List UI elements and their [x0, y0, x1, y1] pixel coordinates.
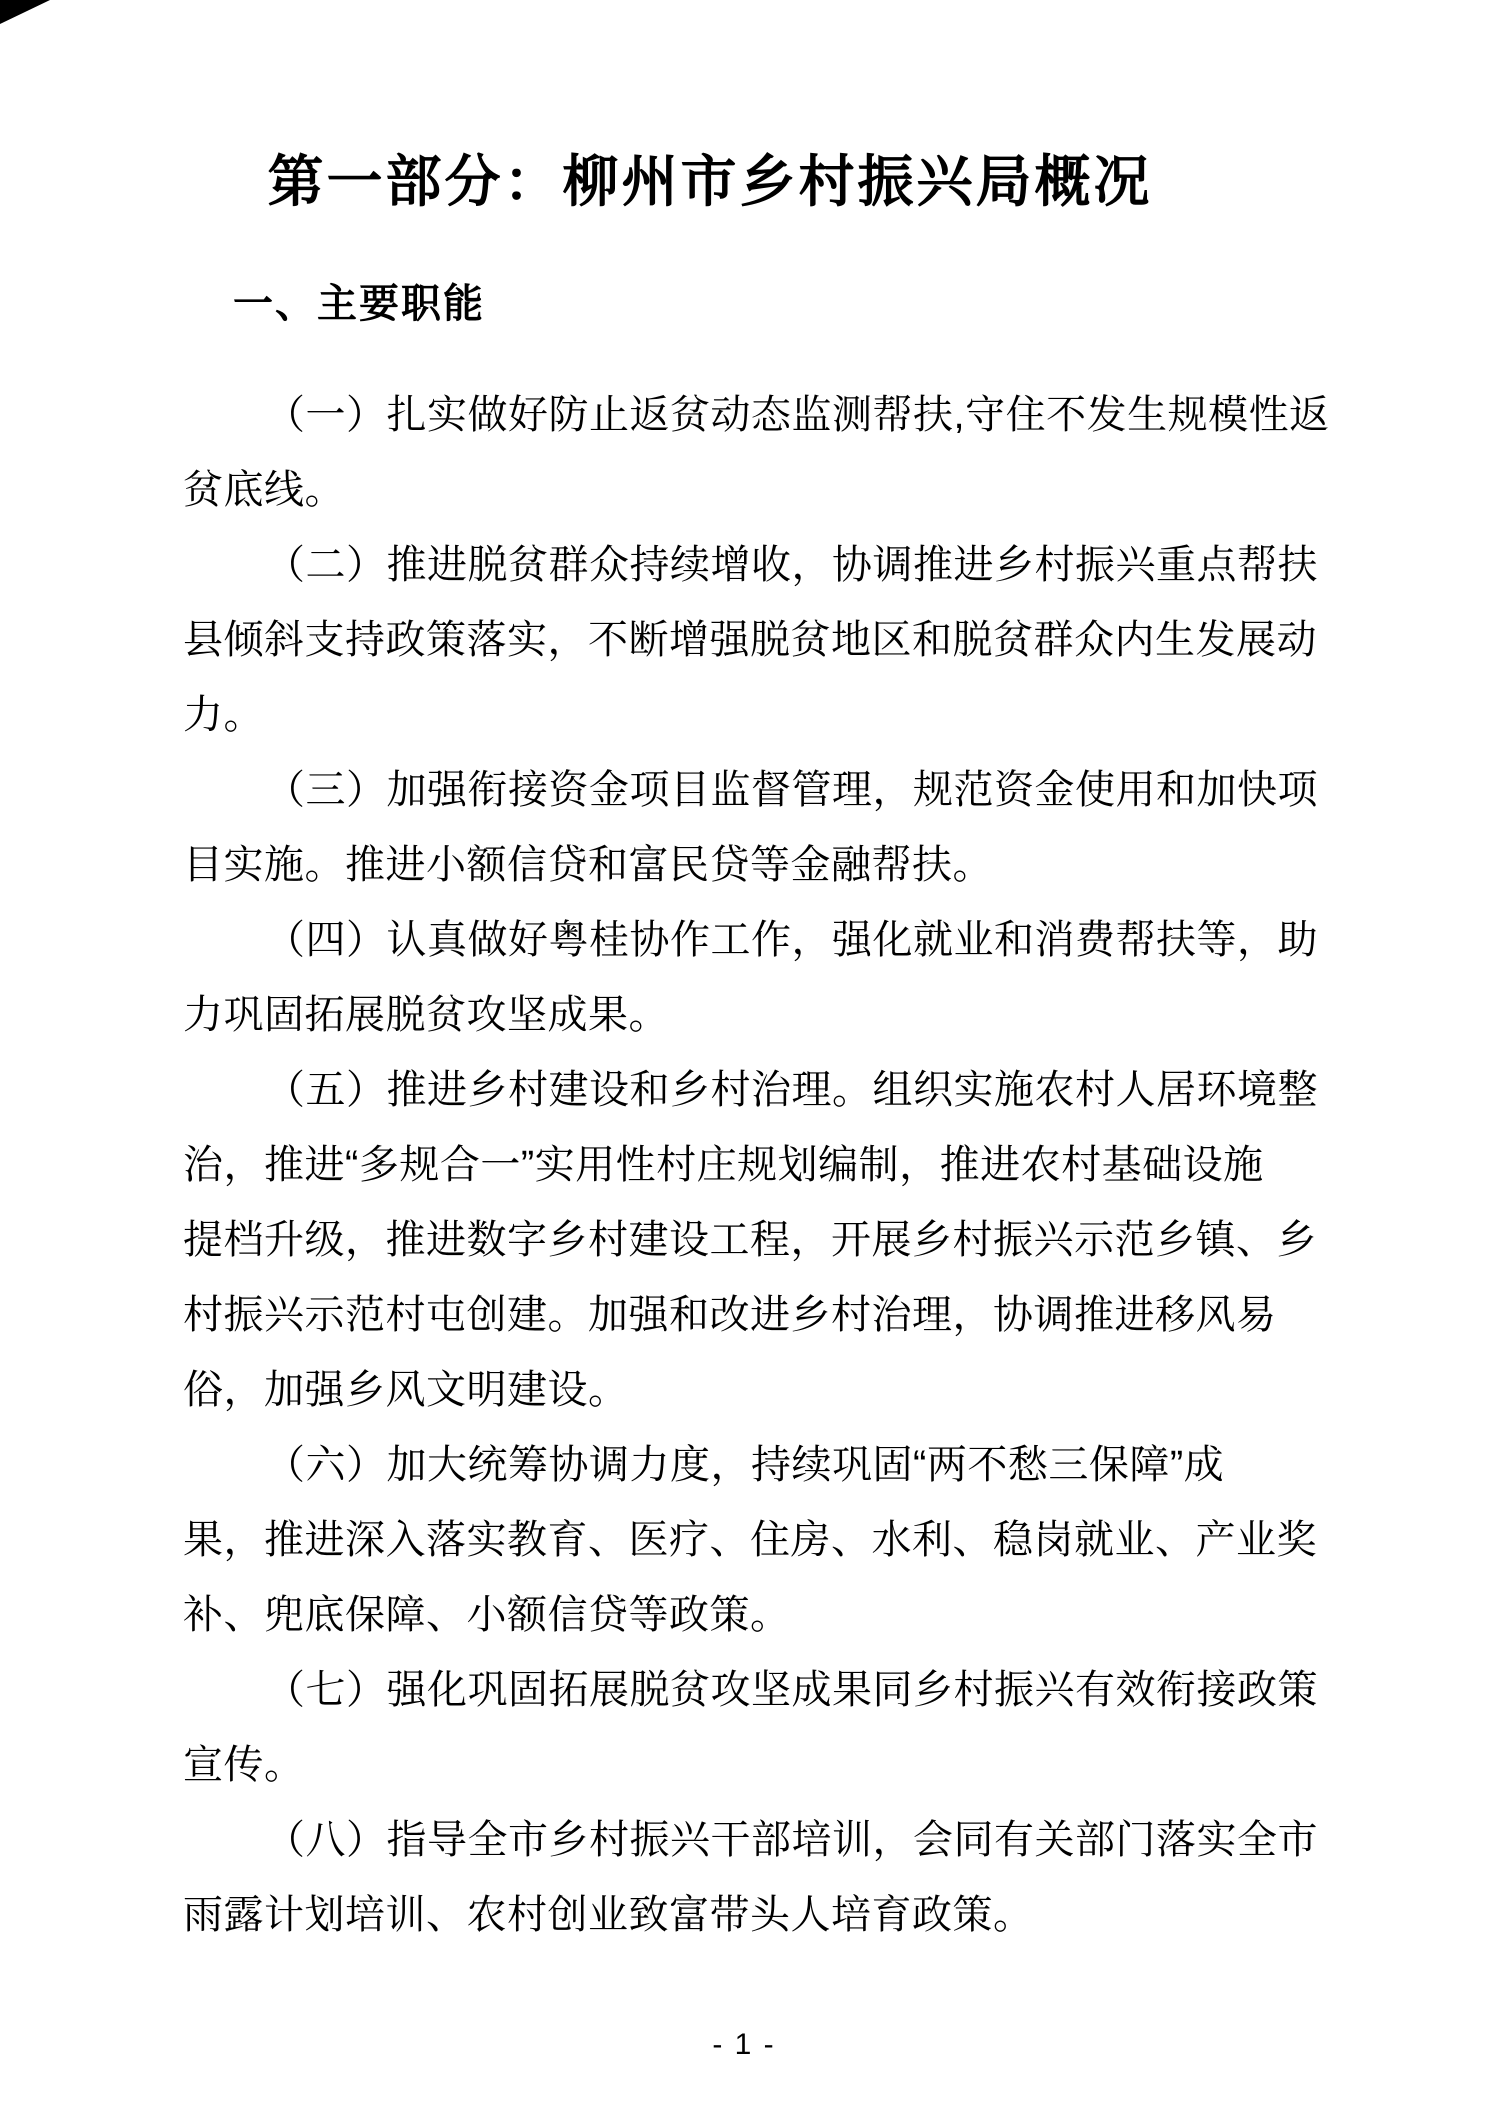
- text-line: （一）扎实做好防止返贫动态监测帮扶,守住不发生规模性返: [265, 393, 1330, 437]
- text-line: 力。: [183, 693, 264, 737]
- paragraph-7: [183, 1653, 1318, 1803]
- paragraph-4: [183, 903, 1318, 1053]
- text-line: 俗，加强乡风文明建设。: [183, 1368, 629, 1412]
- paragraph-8: [183, 1803, 1318, 1953]
- section-heading: 一、主要职能: [233, 282, 485, 326]
- paragraph-3: [183, 753, 1318, 903]
- page-number: - 1 -: [712, 2028, 776, 2061]
- paragraph-5: [183, 1053, 1318, 1428]
- text-line: （六）加大统筹协调力度，持续巩固“两不愁三保障”成: [265, 1443, 1225, 1487]
- text-line: （三）加强衔接资金项目监督管理，规范资金使用和加快项: [265, 768, 1318, 812]
- paragraph-1: [183, 378, 1330, 528]
- text-line: 果，推进深入落实教育、医疗、住房、水利、稳岗就业、产业奖: [183, 1518, 1317, 1562]
- text-line: 补、兜底保障、小额信贷等政策。: [183, 1593, 791, 1637]
- text-line: 宣传。: [183, 1743, 305, 1787]
- text-line: （二）推进脱贫群众持续增收，协调推进乡村振兴重点帮扶: [265, 543, 1318, 587]
- text-line: 雨露计划培训、农村创业致富带头人培育政策。: [183, 1893, 1034, 1937]
- text-line: 目实施。推进小额信贷和富民贷等金融帮扶。: [183, 843, 993, 887]
- scan-artifact-corner-mark: [0, 0, 60, 28]
- text-line: 村振兴示范村屯创建。加强和改进乡村治理，协调推进移风易: [183, 1293, 1277, 1337]
- text-line: （八）指导全市乡村振兴干部培训，会同有关部门落实全市: [265, 1818, 1318, 1862]
- document-title: 第一部分：柳州市乡村振兴局概况: [267, 150, 1153, 213]
- document-body: [183, 378, 1330, 1953]
- text-line: 县倾斜支持政策落实，不断增强脱贫地区和脱贫群众内生发展动: [183, 618, 1317, 662]
- paragraph-2: [183, 528, 1318, 753]
- text-line: 力巩固拓展脱贫攻坚成果。: [183, 993, 669, 1037]
- text-line: （四）认真做好粤桂协作工作，强化就业和消费帮扶等，助: [265, 918, 1318, 962]
- text-line: （七）强化巩固拓展脱贫攻坚成果同乡村振兴有效衔接政策: [265, 1668, 1318, 1712]
- text-line: （五）推进乡村建设和乡村治理。组织实施农村人居环境整: [265, 1068, 1318, 1112]
- text-line: 治，推进“多规合一”实用性村庄规划编制，推进农村基础设施: [183, 1143, 1264, 1187]
- paragraph-6: [183, 1428, 1317, 1653]
- text-line: 贫底线。: [183, 468, 345, 512]
- text-line: 提档升级，推进数字乡村建设工程，开展乡村振兴示范乡镇、乡: [183, 1218, 1317, 1262]
